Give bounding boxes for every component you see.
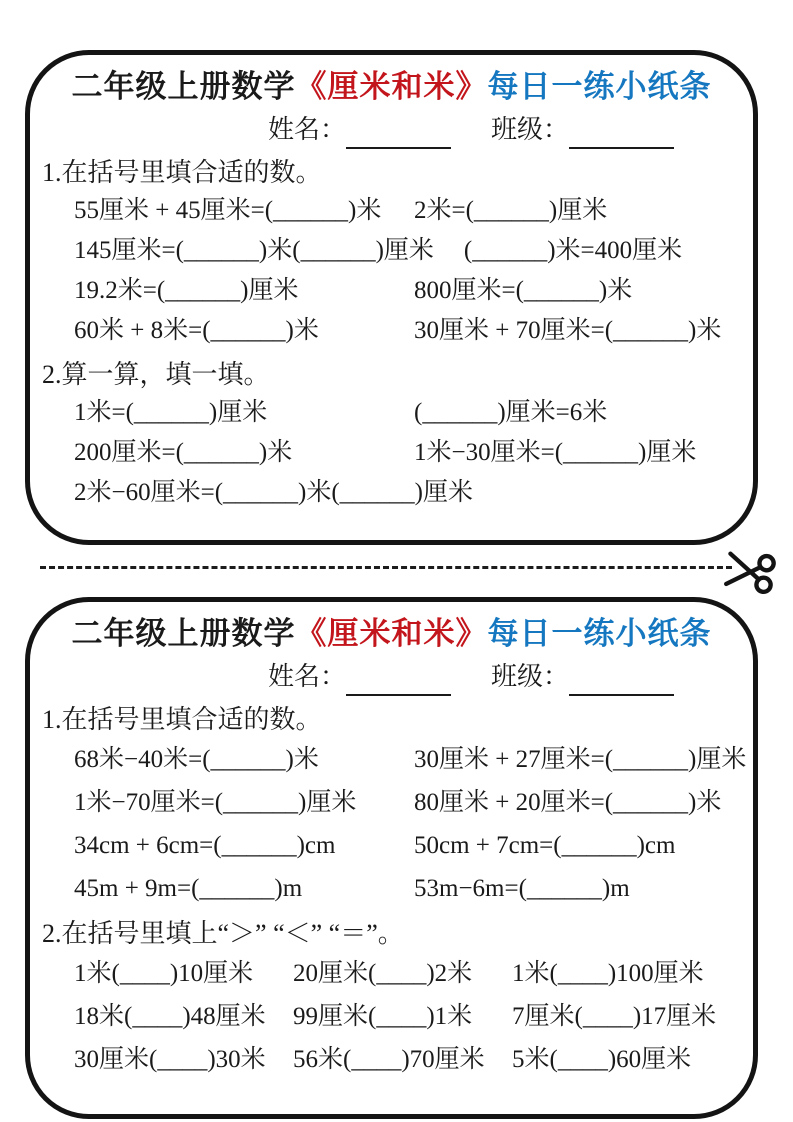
problem-text: 60米 + 8米=(______)米 <box>74 317 319 344</box>
problem-row <box>74 191 753 231</box>
problem-text: 1米(____)100厘米 <box>512 960 704 987</box>
problem-row <box>74 867 753 910</box>
name-label: 姓名： <box>268 115 347 144</box>
class-blank-line <box>569 119 674 149</box>
problem-row <box>74 781 753 824</box>
problem-row <box>74 231 753 271</box>
problem-row <box>74 824 753 867</box>
name-blank-line <box>346 666 451 696</box>
problem-text: 18米(____)48厘米 <box>74 1003 266 1030</box>
problem-text: 1米(____)10厘米 <box>74 960 254 987</box>
problem-text: 30厘米 + 27厘米=(______)厘米 <box>414 746 747 773</box>
section-2-problems <box>74 952 753 1081</box>
problem-text: 68米−40米=(______)米 <box>74 746 319 773</box>
problem-text: 56米(____)70厘米 <box>293 1046 485 1073</box>
problem-text: 5米(____)60厘米 <box>512 1046 692 1073</box>
problem-text: 1米=(______)厘米 <box>74 399 268 426</box>
problem-text: 800厘米=(______)米 <box>414 277 633 304</box>
title-course: 二年级上册数学 <box>71 616 296 651</box>
problem-row <box>74 433 753 473</box>
section-1-problems <box>74 191 753 351</box>
title-topic: 《厘米和米》 <box>295 616 488 651</box>
worksheet-card-2 <box>25 597 758 1119</box>
problem-text: 145厘米=(______)米(______)厘米 <box>74 237 434 264</box>
scissors-icon <box>721 544 781 599</box>
problem-text: 30厘米(____)30米 <box>74 1046 266 1073</box>
section-2-heading: 2.在括号里填上“＞” “＜” “＝”。 <box>42 919 404 948</box>
class-label: 班级： <box>491 662 570 691</box>
problem-text: 30厘米 + 70厘米=(______)米 <box>414 317 722 344</box>
name-class-line <box>30 111 753 149</box>
problem-text: 99厘米(____)1米 <box>293 1003 473 1030</box>
problem-row <box>74 1038 753 1081</box>
problem-text: (______)米=400厘米 <box>463 237 683 264</box>
problem-text: 1米−30厘米=(______)厘米 <box>414 439 697 466</box>
problem-row <box>74 738 753 781</box>
title-series: 每日一练小纸条 <box>487 616 712 651</box>
title-course: 二年级上册数学 <box>71 69 296 104</box>
problem-text: 2米−60厘米=(______)米(______)厘米 <box>74 479 473 506</box>
cut-dashed-line <box>40 566 732 569</box>
problem-row <box>74 311 753 351</box>
problem-text: 7厘米(____)17厘米 <box>512 1003 717 1030</box>
name-class-line <box>30 658 753 696</box>
problem-text: 200厘米=(______)米 <box>74 439 293 466</box>
problem-text: 19.2米=(______)厘米 <box>74 277 299 304</box>
problem-text: 45m + 9m=(______)m <box>74 875 303 902</box>
section-2-problems <box>74 393 753 513</box>
problem-text: 1米−70厘米=(______)厘米 <box>74 789 357 816</box>
problem-text: 53m−6m=(______)m <box>414 875 630 902</box>
worksheet-card-1 <box>25 50 758 545</box>
section-1-heading: 1.在括号里填合适的数。 <box>42 705 322 734</box>
problem-row <box>74 952 753 995</box>
problem-text: 34cm + 6cm=(______)cm <box>74 832 336 859</box>
title-topic: 《厘米和米》 <box>295 69 488 104</box>
worksheet-title <box>30 612 753 656</box>
class-label: 班级： <box>491 115 570 144</box>
worksheet-title <box>30 65 753 109</box>
problem-text: 55厘米 + 45厘米=(______)米 <box>74 197 382 224</box>
section-1-problems <box>74 738 753 910</box>
class-blank-line <box>569 666 674 696</box>
title-series: 每日一练小纸条 <box>487 69 712 104</box>
section-2-heading: 2.算一算，填一填。 <box>42 360 270 389</box>
problem-text: (______)厘米=6米 <box>414 399 608 426</box>
problem-text: 2米=(______)厘米 <box>414 197 608 224</box>
problem-row <box>74 393 753 433</box>
problem-text: 50cm + 7cm=(______)cm <box>414 832 676 859</box>
problem-row <box>74 271 753 311</box>
section-1-heading: 1.在括号里填合适的数。 <box>42 158 322 187</box>
name-blank-line <box>346 119 451 149</box>
problem-row <box>74 995 753 1038</box>
problem-row <box>74 473 753 513</box>
problem-text: 20厘米(____)2米 <box>293 960 473 987</box>
problem-text: 80厘米 + 20厘米=(______)米 <box>414 789 722 816</box>
name-label: 姓名： <box>268 662 347 691</box>
